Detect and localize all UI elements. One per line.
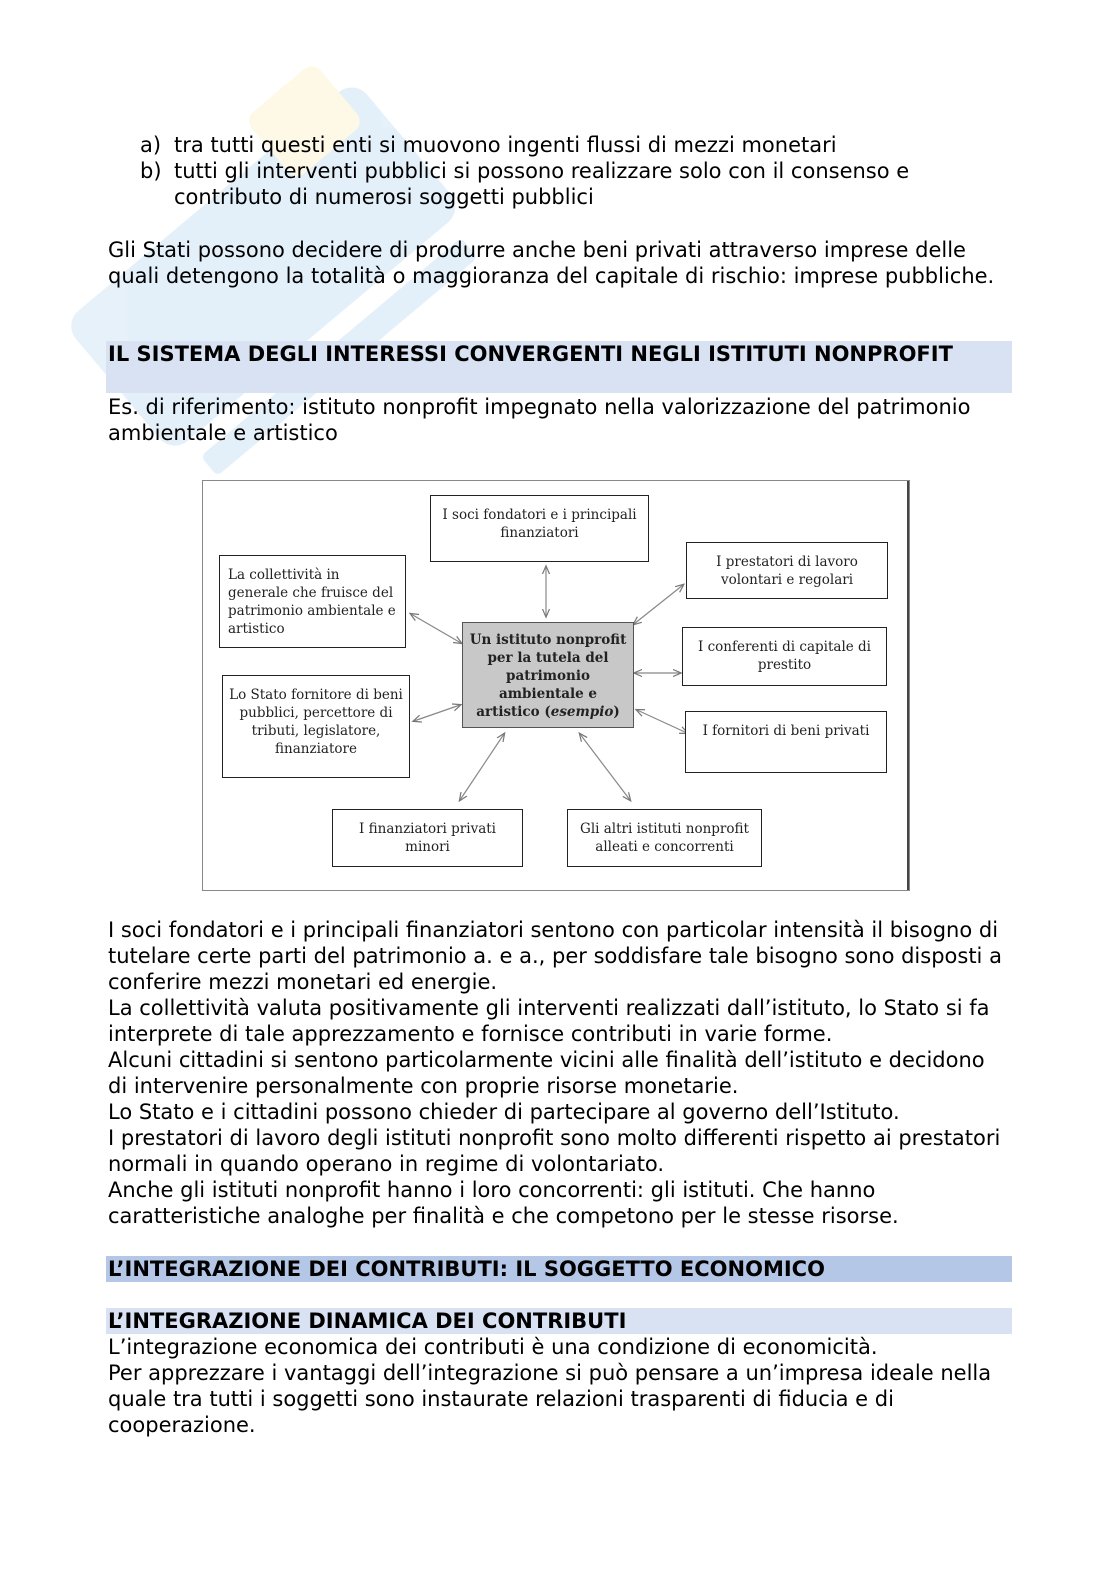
- box-fornitori-beni-privati: I fornitori di beni privati: [685, 711, 887, 773]
- paragraph: I soci fondatori e i principali finanziatori sentono con particolar intensità il bisogno di tutelare certe parti del patrimonio a. e a., per soddisfare tale bisogno sono disposti a conferire mezzi monetari ed energie.: [108, 918, 1002, 994]
- example-text: Es. di riferimento: istituto nonprofit impegnato nella valorizzazione del patrimonio ambientale e artistico: [108, 395, 971, 445]
- box-finanziatori-minori: I finanziatori privati minori: [332, 809, 523, 867]
- list-marker: b): [140, 159, 162, 183]
- stakeholder-diagram: [202, 480, 914, 894]
- box-stato: Lo Stato fornitore di beni pubblici, percettore di tributi, legislatore, finanziatore: [222, 675, 410, 778]
- paragraph: L’integrazione economica dei contributi è una condizione di economicità.: [108, 1335, 878, 1359]
- list-item: [140, 158, 1010, 210]
- body-text: [108, 917, 1008, 1229]
- section-heading: IL SISTEMA DEGLI INTERESSI CONVERGENTI NEGLI ISTITUTI NONPROFIT: [106, 341, 1012, 393]
- list: [140, 132, 1010, 210]
- section-heading: L’INTEGRAZIONE DINAMICA DEI CONTRIBUTI: [106, 1308, 1012, 1334]
- box-prestatori-lavoro: I prestatori di lavoro volontari e regolari: [686, 542, 888, 599]
- box-altri-istituti: Gli altri istituti nonprofit alleati e concorrenti: [567, 809, 762, 867]
- list-item-text: tutti gli interventi pubblici si possono realizzare solo con il consenso e contributo di numerosi soggetti pubblici: [174, 159, 910, 209]
- center-suffix: ): [613, 704, 620, 720]
- paragraph: Lo Stato e i cittadini possono chieder di partecipare al governo dell’Istituto.: [108, 1100, 900, 1124]
- list-marker: a): [140, 133, 162, 157]
- list-item-text: tra tutti questi enti si muovono ingenti flussi di mezzi monetari: [174, 133, 837, 157]
- center-text: Un istituto nonprofit per la tutela del patrimonio ambientale e artistico (: [469, 632, 627, 720]
- final-text: [108, 1334, 1008, 1438]
- paragraph: Alcuni cittadini si sentono particolarmente vicini alle finalità dell’istituto e decidono di intervenire personalmente con proprie risorse monetarie.: [108, 1048, 985, 1098]
- paragraph: Anche gli istituti nonprofit hanno i loro concorrenti: gli istituti. Che hanno caratteristiche analoghe per finalità e che competono per le stesse risorse.: [108, 1178, 899, 1228]
- paragraph: La collettività valuta positivamente gli interventi realizzati dall’istituto, lo Stato si fa interprete di tale apprezzamento e fornisce contributi in varie forme.: [108, 996, 990, 1046]
- box-collettivita: La collettività in generale che fruisce del patrimonio ambientale e artistico: [219, 555, 406, 648]
- center-emphasis: esempio: [550, 704, 614, 720]
- list-item: [140, 132, 1010, 158]
- box-conferenti-capitale: I conferenti di capitale di prestito: [682, 627, 887, 686]
- paragraph: Per apprezzare i vantaggi dell’integrazione si può pensare a un’impresa ideale nella quale tra tutti i soggetti sono instaurate relazioni trasparenti di fiducia e di cooperazione.: [108, 1361, 992, 1437]
- paragraph: I prestatori di lavoro degli istituti nonprofit sono molto differenti rispetto ai prestatori normali in quando operano in regime di volontariato.: [108, 1126, 1001, 1176]
- box-istituto-nonprofit: [462, 622, 634, 728]
- section-heading: L’INTEGRAZIONE DEI CONTRIBUTI: IL SOGGETTO ECONOMICO: [106, 1256, 1012, 1282]
- intro-paragraph: Gli Stati possono decidere di produrre anche beni privati attraverso imprese delle quali detengono la totalità o maggioranza del capitale di rischio: imprese pubbliche.: [108, 238, 995, 288]
- box-soci-fondatori: I soci fondatori e i principali finanziatori: [430, 495, 649, 562]
